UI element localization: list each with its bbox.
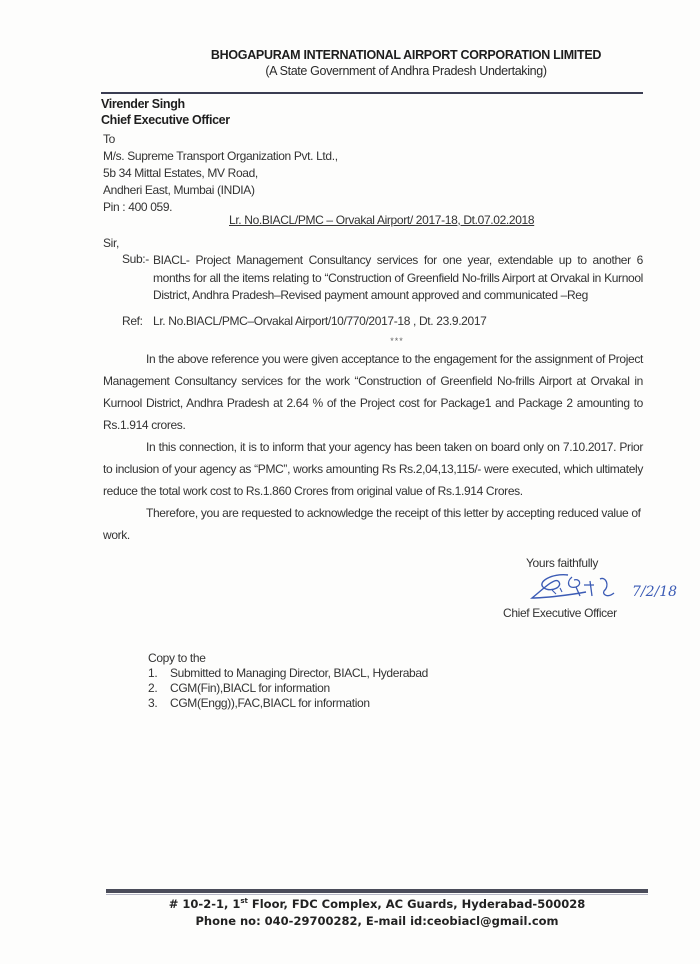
- copy-to-item: [148, 681, 330, 695]
- copy-to-item-number: 3.: [148, 696, 158, 710]
- signatory-title: Chief Executive Officer: [503, 606, 617, 620]
- footer-divider-thin: [106, 894, 648, 895]
- copy-to-item-text: CGM(Engg)),FAC,BIACL for information: [170, 696, 370, 710]
- copy-to-item-number: 1.: [148, 666, 158, 680]
- valediction: Yours faithfully: [526, 556, 599, 570]
- copy-to-item-text: Submitted to Managing Director, BIACL, Hyderabad: [170, 666, 429, 680]
- body-paragraph: In this connection, it is to inform that your agency has been taken on board only on 7.10.2017. Prior to inclusion of your agency as “PMC”, works amounting Rs Rs.2,04,13,115/- were executed, which ultimately reduce the total work cost to Rs.1.860 Crores from original value of Rs.1.914 Crores.: [103, 439, 643, 498]
- reference-text: Lr. No.BIACL/PMC–Orvakal Airport/10/770/2017-18 , Dt. 23.9.2017: [153, 313, 487, 328]
- recipient-line: Pin : 400 059.: [103, 200, 173, 214]
- footer-address-superscript: st: [240, 897, 248, 906]
- reference-label: Ref:: [122, 313, 143, 328]
- footer-divider: [106, 889, 648, 893]
- footer-address-prefix: # 10-2-1, 1: [168, 897, 241, 911]
- to-label: To: [103, 132, 115, 146]
- copy-to-item: [148, 696, 370, 710]
- body-paragraph: In the above reference you were given acceptance to the engagement for the assignment of Project Management Consultancy services for the work “Construction of Greenfield No-frills Airport at Orvakal in Kurnool District, Andhra Pradesh at 2.64 % of the Project cost for Package1 and Package 2 amounting to Rs.1.914 crores.: [103, 351, 643, 432]
- footer-address: [0, 897, 700, 912]
- copy-to-item: [148, 666, 428, 680]
- organization-subtitle: (A State Government of Andhra Pradesh Undertaking): [265, 64, 547, 78]
- sender-title: Chief Executive Officer: [101, 113, 230, 127]
- letter-body: [103, 252, 643, 546]
- sender-name: Virender Singh: [101, 97, 185, 111]
- reference-row: [103, 314, 643, 328]
- recipient-line: Andheri East, Mumbai (INDIA): [103, 183, 255, 197]
- copy-to-item-text: CGM(Fin),BIACL for information: [170, 681, 330, 695]
- section-separator: ***: [390, 335, 404, 346]
- signature: [520, 572, 630, 604]
- copy-to-item-number: 2.: [148, 681, 158, 695]
- copy-to-heading: Copy to the: [148, 651, 206, 665]
- organization-name: BHOGAPURAM INTERNATIONAL AIRPORT CORPORATION LIMITED: [210, 48, 602, 62]
- subject-label: Sub:-: [122, 252, 149, 266]
- recipient-line: M/s. Supreme Transport Organization Pvt. Ltd.,: [103, 149, 338, 163]
- footer-address-suffix: Floor, FDC Complex, AC Guards, Hyderabad-500028: [247, 897, 586, 911]
- letter-reference-number: Lr. No.BIACL/PMC – Orvakal Airport/ 2017-18, Dt.07.02.2018: [229, 213, 535, 227]
- footer-contact: Phone no: 040-29700282, E-mail id:ceobiacl@gmail.com: [195, 914, 559, 928]
- salutation: Sir,: [103, 236, 119, 250]
- header-divider: [101, 92, 643, 94]
- subject-row: [103, 252, 643, 305]
- signature-date: 7/2/18: [632, 584, 678, 600]
- recipient-line: 5b 34 Mittal Estates, MV Road,: [103, 166, 258, 180]
- body-paragraph: Therefore, you are requested to acknowledge the receipt of this letter by accepting reduced value of work.: [103, 505, 641, 542]
- subject-text: BIACL- Project Management Consultancy services for one year, extendable up to another 6 months for all the items relating to “Construction of Greenfield No-frills Airport at Orvakal in Kurnool District, Andhra Pradesh–Revised payment amount approved and communicated –Reg: [153, 253, 643, 302]
